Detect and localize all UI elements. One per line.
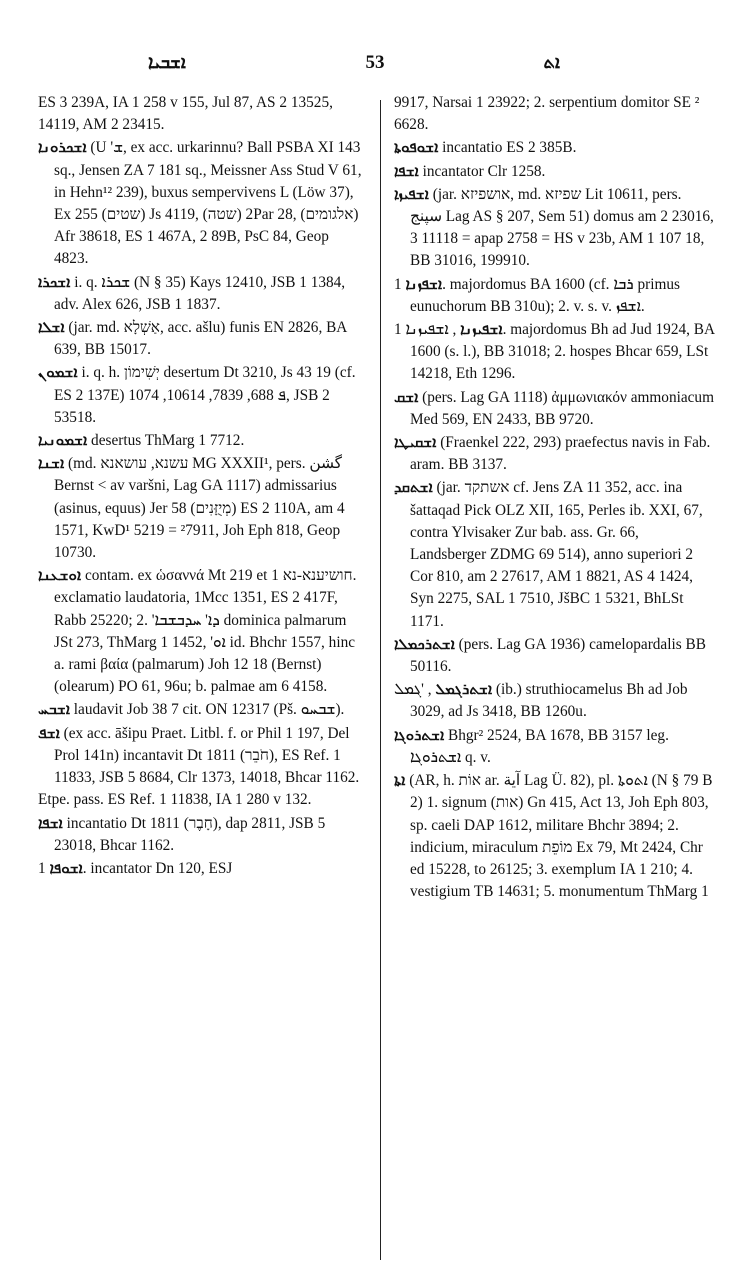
dictionary-entry [38, 361, 366, 429]
entry-body: Etpe. pass. ES Ref. 1 11838, IA 1 280 v 132. [38, 791, 312, 809]
page-header [40, 52, 710, 82]
entry-body: (jar. md. אַשְׁלָא, acc. ašlu) funis EN 2826, BA 639, BB 15017. [54, 319, 347, 359]
dictionary-entry [38, 564, 366, 698]
entry-headword: ܐܫܠܐ [38, 318, 65, 337]
dictionary-entry [38, 789, 366, 811]
entry-headword: ܐܫܬܪܟܡܠܐ [394, 634, 455, 653]
entry-headword: ܐܫܦܝܙܢܐ [460, 320, 503, 339]
dictionary-entry [394, 678, 716, 723]
entry-body: (jar. אשתקד cf. Jens ZA 11 352, acc. ina šattaqad Pick OLZ XII, 165, Perles ib. XXI, 67, contra Ylvisaker Zur bab. ass. Gr. 66, Landsberger ZDMG 69 514), anno superiori 2 Cor 810, am 2 27617, AM 1 8821, AS 4 1424, Syn 2275, SAL 1 7510, JšBC 1 5321, BhLSt 1171. [410, 479, 703, 630]
dictionary-entry [38, 812, 366, 857]
entry-body: , 'ܓܡܠ (ib.) struthiocamelus Bh ad Job 3029, ad Js 3418, BB 1260u. [394, 681, 688, 721]
page-number: 53 [365, 52, 385, 73]
entry-headword: ܐܘܫܥܢܐ [38, 566, 82, 585]
entry-body: (pers. Lag GA 1936) camelopardalis BB 50116. [410, 635, 706, 676]
entry-body: incantatio Dt 1811 (חָבֶר), dap 2811, JSB 5 23018, Bhcar 1162. [54, 814, 326, 854]
entry-headword: ܐܫܬܪܓܡܠ [435, 680, 493, 699]
entry-body: desertus ThMarg 1 7712. [91, 432, 245, 450]
entry-body: (ex acc. āšipu Praet. Litbl. f. or Phil 1 197, Del Prol 141n) incantavit Dt 1811 (חֹבֵר), ES Ref. 1 11833, JSB 5 8684, Clr 1373, 14018, Bhcar 1162. [54, 724, 360, 787]
entry-body: i. q. h. יְשִׁימוֹן desertum Dt 3210, Js 43 19 (cf. ES 2 137E) ܦ 688, 7839, 10614, 1074, JSB 2 53518. [54, 364, 356, 426]
dictionary-entry [394, 160, 716, 183]
dictionary-entry [38, 92, 366, 136]
entry-body: incantatio ES 2 385B. [442, 139, 577, 157]
entry-body: (AR, h. אוֹת ar. آية Lag Ü. 82), pl. ܐܬܘܬܐ (N § 79 B 2) 1. signum (אות) Gn 415, Act 13, Joh Eph 803, sp. caeli DAP 1612, militare Bhchr 3894; 2. indicium, miraculum מוֹפֵת Ex 79, Mt 2424, Chr ed 15228, to 26125; 3. exemplum IA 1 210; 4. vestigium TB 14631; 5. monumentum ThMarg 1 [409, 772, 713, 901]
running-head-right: ܐܬ [543, 52, 560, 72]
entry-body: laudavit Job 38 7 cit. ON 12317 (Pš. ܫܒܚܘ). [73, 701, 345, 719]
dictionary-entry [394, 136, 716, 159]
column-divider [380, 100, 381, 1260]
entry-headword: ܐܫܩܝܛܐ [394, 433, 437, 452]
entry-body: Bhgr² 2524, BA 1678, BB 3157 leg. ܐܫܬܪܘܓܐ q. v. [410, 726, 669, 766]
entry-body: ES 3 239A, IA 1 258 v 155, Jul 87, AS 2 13525, 14119, AM 2 23415. [38, 94, 333, 134]
dictionary-entry [394, 633, 716, 678]
dictionary-entry [38, 316, 366, 361]
entry-body: 1. majordomus BA 1600 (cf. ܪܒܐ primus eunuchorum BB 310u); 2. v. s. v. ܐܫܦܙ. [394, 275, 680, 315]
entry-body: (Fraenkel 222, 293) praefectus navis in Fab. aram. BB 3137. [410, 434, 711, 474]
entry-body: (jar. אושפיזא, md. שפיזא Lit 10611, pers. سپنج Lag AS § 207, Sem 51) domus am 2 23016, 3 11118 = apap 2758 = HS v 23b, AM 1 107 18, BB 31016, 199910. [410, 185, 714, 270]
entry-headword: ܐܫܬܩܕ [394, 478, 433, 497]
dictionary-entry [38, 698, 366, 721]
left-column [38, 92, 366, 880]
dictionary-entry [394, 476, 716, 632]
entry-headword: ܐܫܦܙܢܐ [405, 274, 443, 293]
entry-headword: ܐܫܬܪܘܓܐ [394, 725, 445, 744]
dictionary-entry [394, 724, 716, 769]
running-head-left: ܐܫܒܝܐ [148, 52, 186, 72]
entry-body: (pers. Lag GA 1118) ἀμμωνιακόν ammoniacum Med 569, EN 2433, BB 9720. [410, 388, 714, 428]
entry-headword: ܐܫܢܐ [38, 454, 65, 473]
entry-body: i. q. ܫܟܪܐ (N § 35) Kays 12410, JSB 1 1384, adv. Alex 626, JSB 1 1837. [54, 273, 346, 313]
dictionary-entry [38, 271, 366, 316]
entry-headword: ܐܫܘܦܐ [49, 858, 83, 877]
entry-headword: ܐܫܦ [38, 723, 60, 742]
entry-body: (md. עשנא, עושאנא MG XXXII¹, pers. گشن Bernst < av varšni, Lag GA 1117) admissarius (asinus, equus) Jer 58 (מְיֻזָּנִים) ES 2 110A, am 4 1571, KwD¹ 5219 = ²7911, Joh Eph 818, Geop 10730. [54, 455, 345, 562]
entry-headword: ܐܫܩ [394, 387, 419, 406]
dictionary-entry [394, 386, 716, 431]
dictionary-entry [38, 722, 366, 790]
dictionary-entry [394, 273, 716, 318]
entry-headword: ܐܫܦܐ [394, 161, 419, 180]
dictionary-entry [38, 136, 366, 270]
dictionary-entry [394, 431, 716, 476]
entry-headword: ܐܫܒܚ [38, 700, 70, 719]
dictionary-entry [394, 92, 716, 136]
entry-body: 9917, Narsai 1 23922; 2. serpentium domitor SE ² 6628. [394, 94, 700, 134]
entry-headword: ܐܫܦܝܙܐ [394, 184, 429, 203]
right-column [394, 92, 716, 903]
entry-headword: ܐܫܡܘܢܝܐ [38, 431, 88, 450]
dictionary-entry [38, 452, 366, 564]
entry-headword: ܐܬܐ [394, 771, 406, 790]
entry-body: , ܐܫܦܝܙܢܐ 1. majordomus Bh ad Jud 1924, BA 1600 (s. l.), BB 31018; 2. hospes Bhcar 659, LSt 14218, Eth 1296. [394, 321, 715, 383]
entry-body: contam. ex ὡσαννά Mt 219 et חושיענא-נא 1. exclamatio laudatoria, 1Mcc 1351, ES 2 417F, Rabb 25220; 2. 'ܕܐ' ܚܕܒܫܒܐ dominica palmarum JSt 273, ThMarg 1 1452, 'ܐܘ id. Bhchr 1557, hinc a. rami βαία (palmarum) Joh 12 18 (Bernst) (olearum) PO 61, 96u; b. palmae am 6 4158. [54, 567, 357, 696]
dictionary-entry [394, 769, 716, 903]
entry-headword: ܐܫܘܦܘܬܐ [394, 138, 439, 157]
dictionary-entry [394, 318, 716, 386]
entry-headword: ܐܫܟܪܐ [38, 272, 71, 291]
entry-headword: ܐܫܡܘܢ [38, 363, 78, 382]
entry-body: 1. incantator Dn 120, ESJ [38, 859, 233, 877]
dictionary-entry [38, 429, 366, 452]
entry-body: (U 'ܫ, ex acc. urkarinnu? Ball PSBA XI 143 sq., Jensen ZA 7 181 sq., Meissner Ass Stud V 61, in Hehn¹² 239), buxus sempervivens L (Löw 37), Ex 255 (שטים) Js 4119, (שטה) 2Par 28, (אלגומים) Afr 38618, ES 1 467A, 2 89B, PsC 84, Geop 4823. [54, 139, 362, 268]
dictionary-entry [38, 857, 366, 880]
entry-headword: ܐܫܟܪܘܢܐ [38, 138, 87, 157]
entry-headword: ܐܫܦܐ [38, 813, 63, 832]
dictionary-entry [394, 183, 716, 273]
entry-body: incantator Clr 1258. [422, 162, 546, 180]
